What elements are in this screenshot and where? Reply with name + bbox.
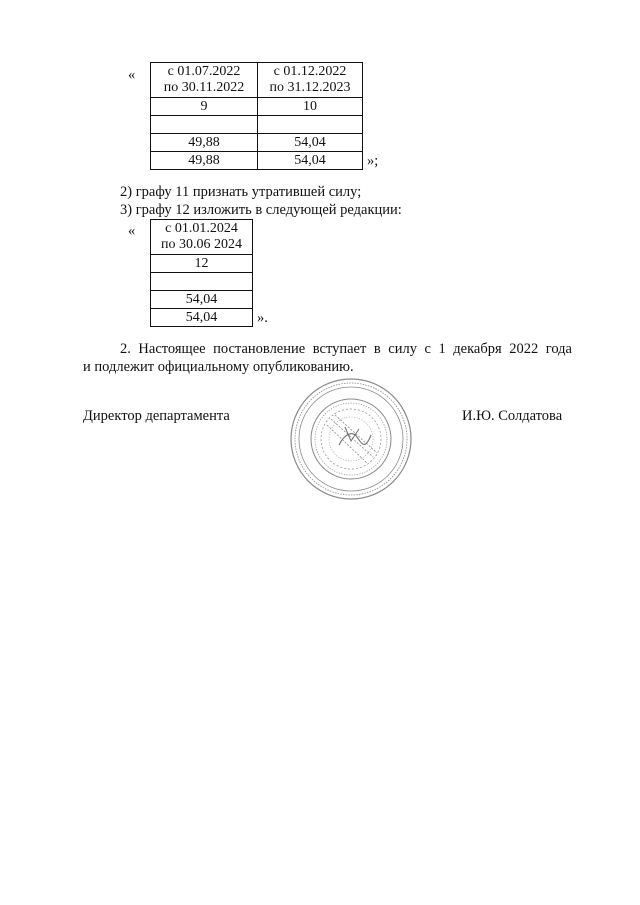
round-seal-stamp-icon bbox=[287, 375, 415, 503]
item-2-text: 2) графу 11 признать утратившей силу; bbox=[120, 184, 362, 200]
table-cell: 10 bbox=[258, 98, 363, 116]
table-cell: 54,04 bbox=[258, 134, 363, 152]
table-row bbox=[151, 255, 253, 273]
table-cell bbox=[151, 116, 258, 134]
tariff-table-2 bbox=[150, 219, 253, 327]
table-row bbox=[151, 291, 253, 309]
table-cell bbox=[151, 273, 253, 291]
close-quote-2: ». bbox=[257, 310, 268, 326]
table-row bbox=[151, 309, 253, 327]
paragraph-line-2: и подлежит официальному опубликованию. bbox=[83, 359, 354, 375]
table-header-cell: с 01.07.2022 по 30.11.2022 bbox=[151, 63, 258, 98]
table-cell: 12 bbox=[151, 255, 253, 273]
table-cell: 54,04 bbox=[151, 291, 253, 309]
paragraph-line-1: 2. Настоящее постановление вступает в силу с 1 декабря 2022 года bbox=[120, 341, 572, 357]
table-row bbox=[151, 134, 363, 152]
table-row bbox=[151, 152, 363, 170]
open-quote-2: « bbox=[128, 223, 136, 239]
table-header-row bbox=[151, 220, 253, 255]
table-cell: 54,04 bbox=[258, 152, 363, 170]
table-header-cell: с 01.01.2024 по 30.06 2024 bbox=[151, 220, 253, 255]
table-cell bbox=[258, 116, 363, 134]
table-row bbox=[151, 116, 363, 134]
signatory-name: И.Ю. Солдатова bbox=[462, 408, 563, 424]
open-quote-1: « bbox=[128, 67, 136, 83]
table-header-row bbox=[151, 63, 363, 98]
table-row bbox=[151, 98, 363, 116]
tariff-table-1 bbox=[150, 62, 363, 170]
signatory-position: Директор департамента bbox=[83, 408, 230, 424]
table-cell: 49,88 bbox=[151, 134, 258, 152]
table-header-cell: с 01.12.2022 по 31.12.2023 bbox=[258, 63, 363, 98]
close-quote-1: »; bbox=[367, 153, 379, 169]
item-3-text: 3) графу 12 изложить в следующей редакции: bbox=[120, 202, 402, 218]
table-cell: 9 bbox=[151, 98, 258, 116]
table-cell: 49,88 bbox=[151, 152, 258, 170]
table-row bbox=[151, 273, 253, 291]
table-cell: 54,04 bbox=[151, 309, 253, 327]
